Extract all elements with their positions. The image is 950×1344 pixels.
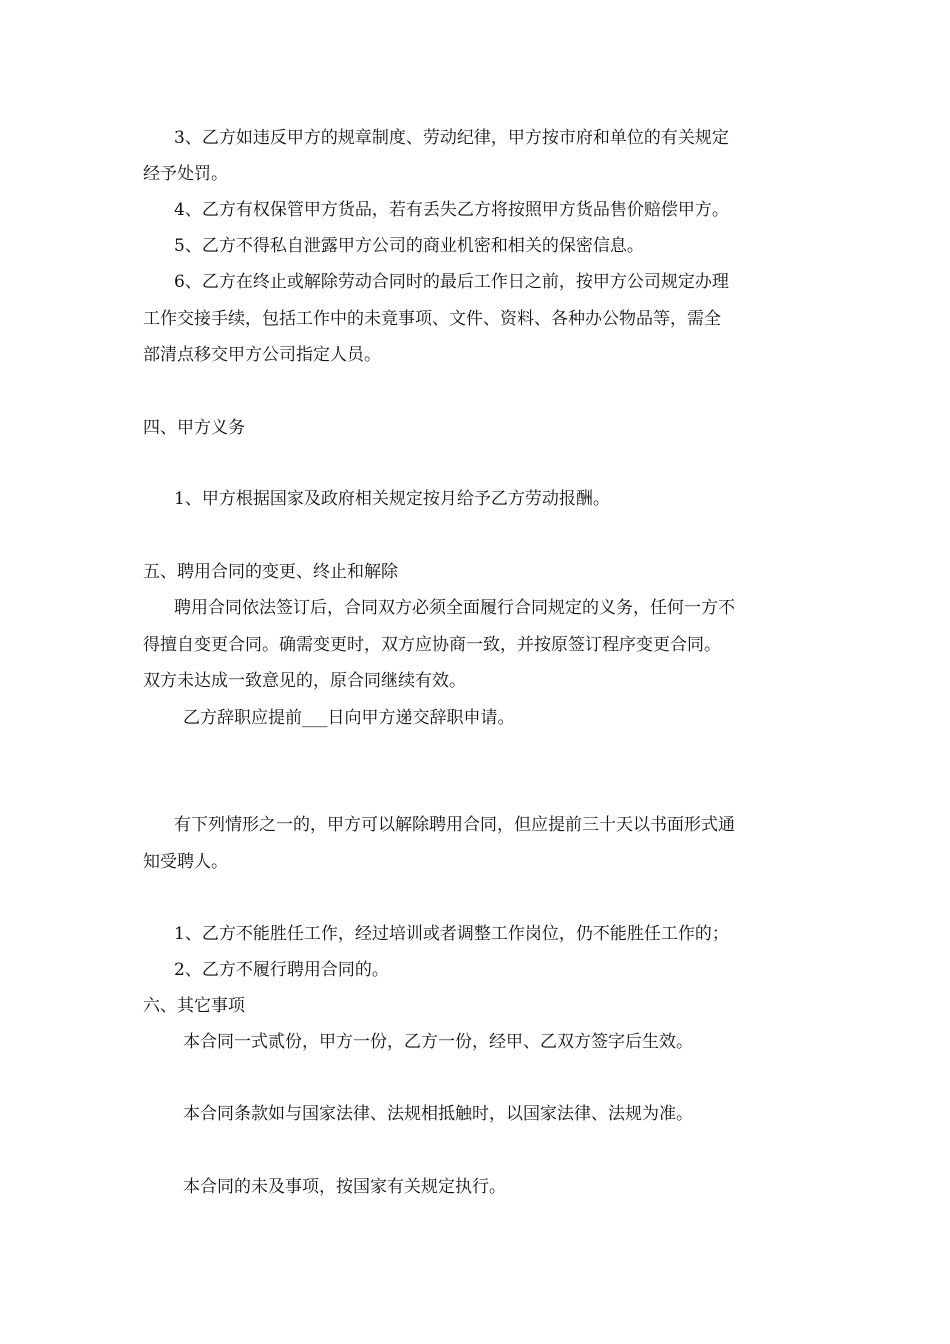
section-6-heading: 六、其它事项 xyxy=(143,996,245,1016)
termination-case-1: 1、乙方不能胜任工作，经过培训或者调整工作岗位，仍不能胜任工作的； xyxy=(174,924,729,944)
termination-case-2: 2、乙方不履行聘用合同的。 xyxy=(174,960,389,980)
termination-line-2: 知受聘人。 xyxy=(143,852,228,872)
section-6-clause-2: 本合同条款如与国家法律、法规相抵触时，以国家法律、法规为准。 xyxy=(183,1104,693,1124)
section-6-clause-1: 本合同一式贰份，甲方一份，乙方一份，经甲、乙双方签字后生效。 xyxy=(183,1032,693,1052)
section-4-item-1: 1、甲方根据国家及政府相关规定按月给予乙方劳动报酬。 xyxy=(174,489,610,509)
item-6-line-3: 部清点移交甲方公司指定人员。 xyxy=(143,345,381,365)
item-4: 4、乙方有权保管甲方货品，若有丢失乙方将按照甲方货品售价赔偿甲方。 xyxy=(174,200,729,220)
resignation-notice: 乙方辞职应提前___日向甲方递交辞职申请。 xyxy=(183,708,515,728)
item-5: 5、乙方不得私自泄露甲方公司的商业机密和相关的保密信息。 xyxy=(174,236,644,256)
termination-line-1: 有下列情形之一的，甲方可以解除聘用合同，但应提前三十天以书面形式通 xyxy=(174,815,735,835)
item-6-line-1: 6、乙方在终止或解除劳动合同时的最后工作日之前，按甲方公司规定办理 xyxy=(174,272,729,292)
item-6-line-2: 工作交接手续，包括工作中的未竟事项、文件、资料、各种办公物品等，需全 xyxy=(143,309,721,329)
item-3-line-2: 经予处罚。 xyxy=(143,164,228,184)
section-5-para-1-line-3: 双方未达成一致意见的，原合同继续有效。 xyxy=(143,671,466,691)
section-6-clause-3: 本合同的未及事项，按国家有关规定执行。 xyxy=(183,1177,506,1197)
section-4-heading: 四、甲方义务 xyxy=(143,418,245,438)
section-5-heading: 五、聘用合同的变更、终止和解除 xyxy=(143,562,398,582)
item-3-line-1: 3、乙方如违反甲方的规章制度、劳动纪律，甲方按市府和单位的有关规定 xyxy=(174,128,729,148)
section-5-para-1-line-2: 得擅自变更合同。确需变更时，双方应协商一致，并按原签订程序变更合同。 xyxy=(143,635,721,655)
section-5-para-1-line-1: 聘用合同依法签订后，合同双方必须全面履行合同规定的义务，任何一方不 xyxy=(174,598,735,618)
